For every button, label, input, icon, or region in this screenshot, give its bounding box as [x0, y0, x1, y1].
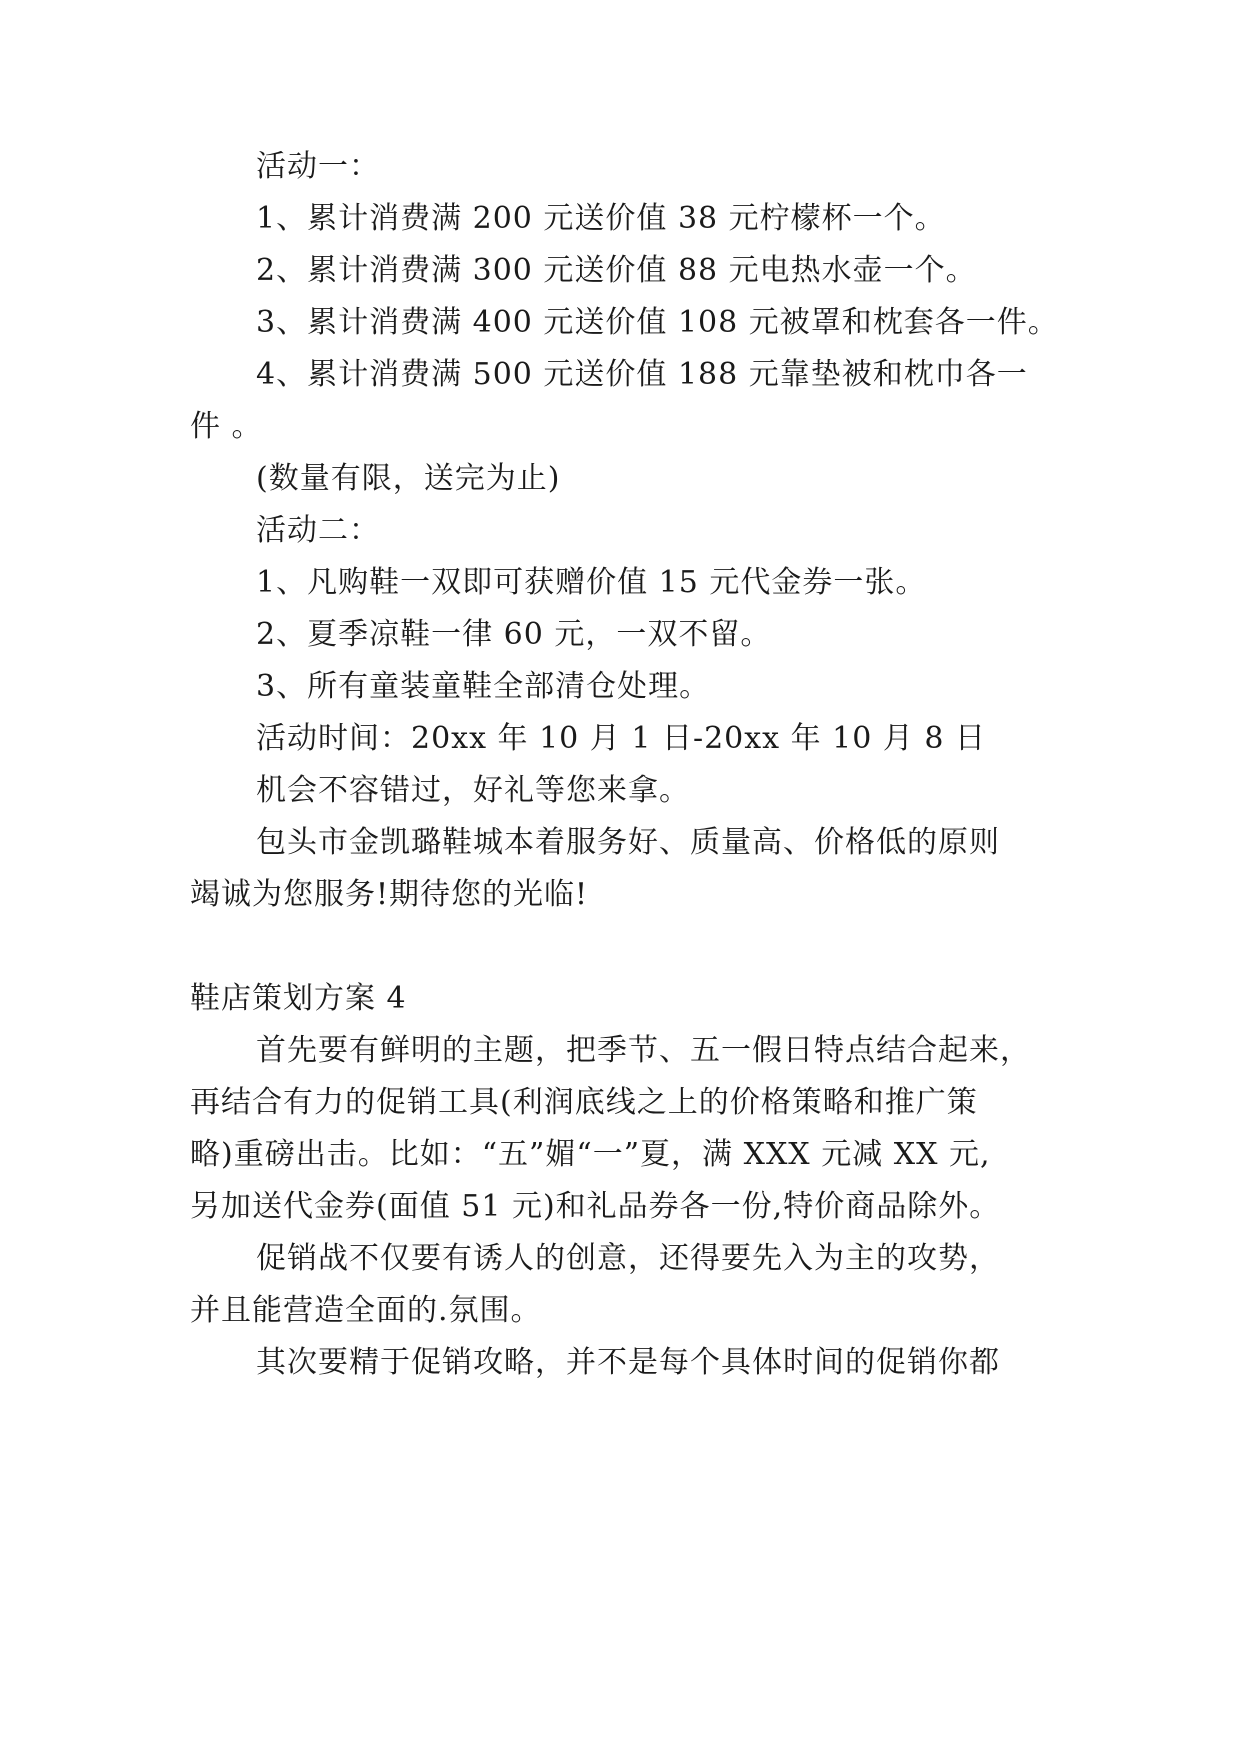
activity2-item-1: 1、凡购鞋一双即可获赠价值 15 元代金券一张。: [256, 565, 927, 600]
section-title: 鞋店策划方案 4: [190, 981, 407, 1016]
activity1-item-2: 2、累计消费满 300 元送价值 88 元电热水壶一个。: [256, 253, 977, 288]
activity2-item-3: 3、所有童装童鞋全部清仓处理。: [256, 669, 711, 704]
activity1-item-4: 4、累计消费满 500 元送价值 188 元靠垫被和枕巾各一: [256, 357, 1028, 392]
activity1-heading: 活动一：: [256, 149, 380, 184]
activity1-item-1: 1、累计消费满 200 元送价值 38 元柠檬杯一个。: [256, 201, 946, 236]
paragraph2-line-2: 并且能营造全面的.氛围。: [190, 1293, 542, 1328]
paragraph1-line-2: 再结合有力的促销工具(利润底线之上的价格策略和推广策: [190, 1085, 978, 1120]
activity1-item-3: 3、累计消费满 400 元送价值 108 元被罩和枕套各一件。: [256, 305, 1059, 340]
paragraph1-line-1: 首先要有鲜明的主题，把季节、五一假日特点结合起来，: [256, 1033, 1031, 1068]
activity2-heading: 活动二：: [256, 513, 380, 548]
paragraph1-line-4: 另加送代金券(面值 51 元)和礼品券各一份,特价商品除外。: [190, 1189, 1001, 1224]
activity2-item-2: 2、夏季凉鞋一律 60 元，一双不留。: [256, 617, 772, 652]
slogan: 机会不容错过，好礼等您来拿。: [256, 773, 690, 808]
paragraph1-line-3: 略)重磅出击。比如：“五”媚“一”夏，满 XXX 元减 XX 元,: [190, 1137, 991, 1172]
activity1-item-4-continued: 件 。: [190, 409, 263, 444]
activity1-note: (数量有限，送完为止): [256, 461, 561, 496]
paragraph3-line-1: 其次要精于促销攻略，并不是每个具体时间的促销你都: [256, 1345, 1000, 1380]
activity-time: 活动时间：20xx 年 10 月 1 日-20xx 年 10 月 8 日: [256, 721, 987, 756]
paragraph2-line-1: 促销战不仅要有诱人的创意，还得要先入为主的攻势，: [256, 1241, 1000, 1276]
closing-line-1: 包头市金凯璐鞋城本着服务好、质量高、价格低的原则: [256, 825, 1000, 860]
closing-line-2: 竭诚为您服务!期待您的光临!: [190, 877, 589, 912]
